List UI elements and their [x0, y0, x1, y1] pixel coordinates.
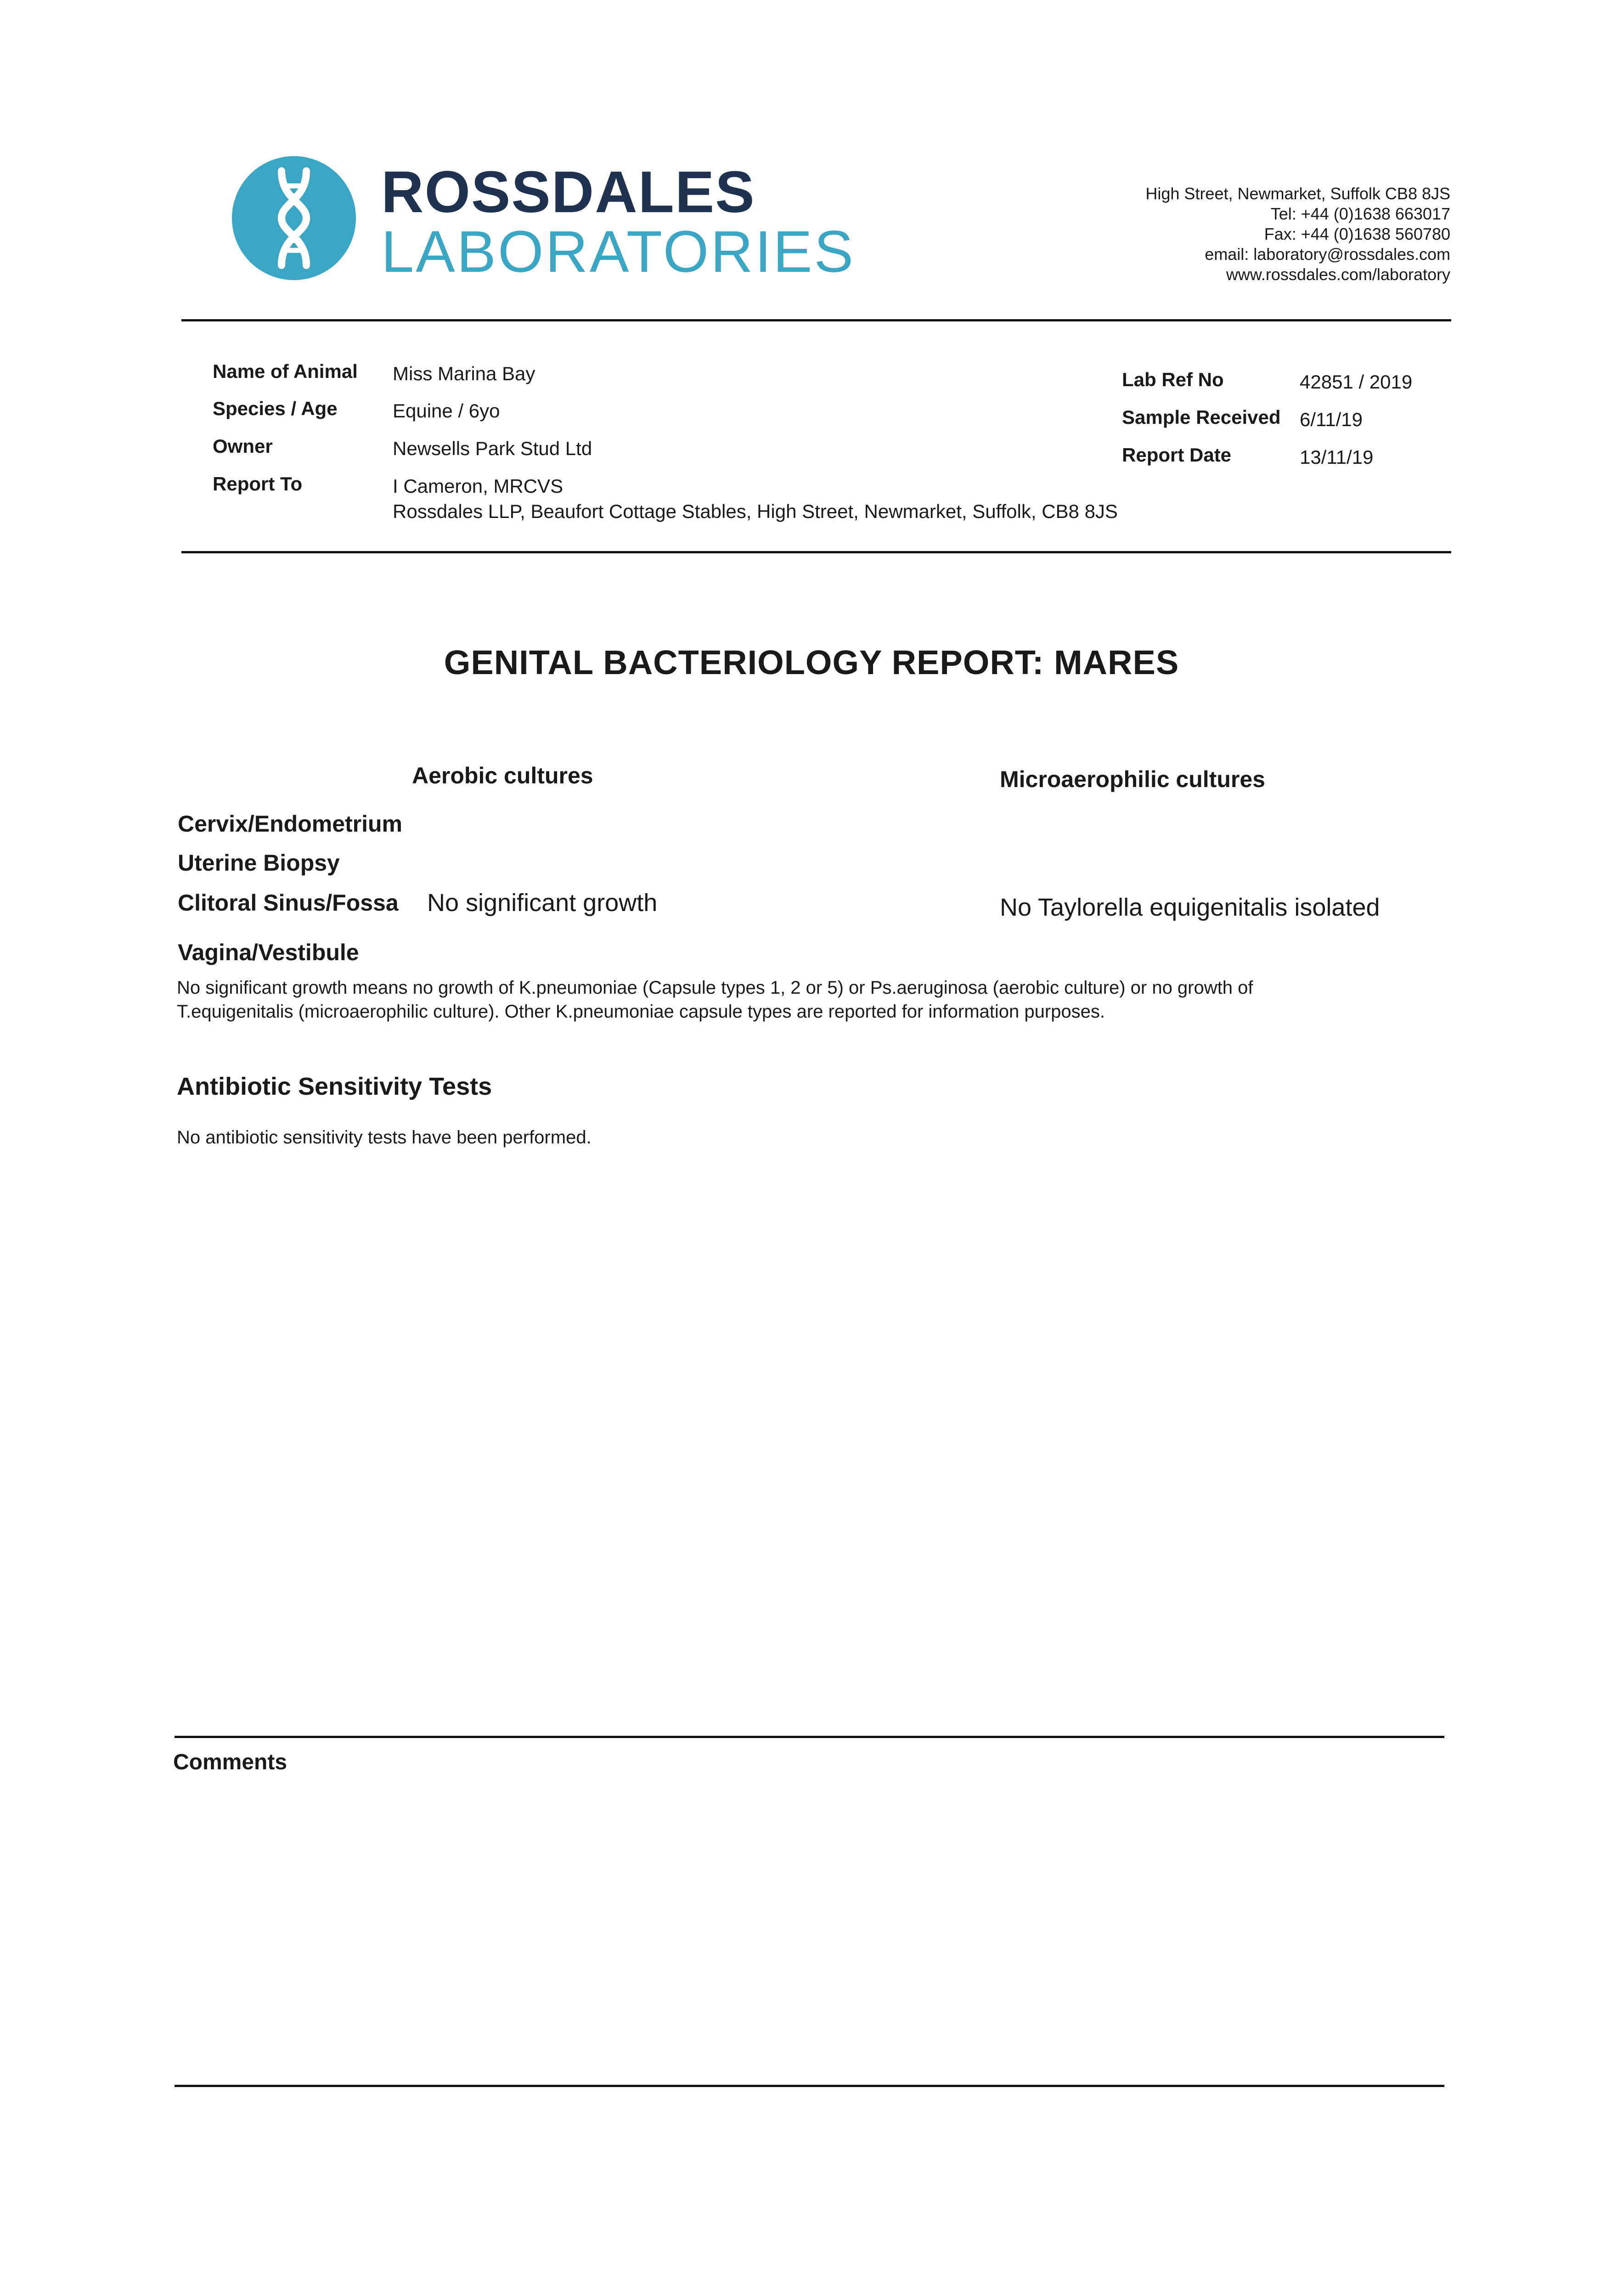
sample-received-value: 6/11/19: [1300, 409, 1363, 430]
species-age-label: Species / Age: [213, 398, 338, 419]
fax-text: Fax: +44 (0)1638 560780: [1264, 225, 1450, 243]
site-vagina-vestibule: Vagina/Vestibule: [178, 940, 359, 965]
brand-name-line2: LABORATORIES: [381, 219, 855, 285]
sample-received-label: Sample Received: [1122, 406, 1281, 428]
results-footnote: [177, 976, 1417, 1024]
report-date-value: 13/11/19: [1300, 446, 1374, 468]
info-divider: [181, 551, 1451, 553]
footnote-line-1: No significant growth means no growth of K.pneumoniae (Capsule types 1, 2 or 5) or Ps.aeruginosa (aerobic culture) or no growth of: [177, 978, 1253, 998]
footnote-line-2: T.equigenitalis (microaerophilic culture). Other K.pneumoniae capsule types are reported for information purposes.: [177, 1002, 1105, 1022]
comments-bottom-divider: [175, 2085, 1444, 2087]
species-age-value: Equine / 6yo: [393, 400, 500, 422]
report-to-address: Rossdales LLP, Beaufort Cottage Stables, High Street, Newmarket, Suffolk, CB8 8JS: [393, 501, 1118, 522]
microaerophilic-result: No Taylorella equigenitalis isolated: [1000, 894, 1380, 921]
antibiotic-heading: Antibiotic Sensitivity Tests: [177, 1073, 492, 1100]
tel-text: Tel: +44 (0)1638 663017: [1270, 204, 1450, 223]
website-text: www.rossdales.com/laboratory: [1226, 265, 1450, 284]
aerobic-result: No significant growth: [427, 889, 658, 917]
contact-block: [1145, 184, 1450, 285]
email-text: email: laboratory@rossdales.com: [1205, 245, 1450, 264]
owner-value: Newsells Park Stud Ltd: [393, 438, 592, 459]
lab-ref-value: 42851 / 2019: [1300, 371, 1413, 393]
owner-label: Owner: [213, 435, 273, 457]
site-clitoral-sinus-fossa: Clitoral Sinus/Fossa: [178, 890, 399, 916]
animal-name-value: Miss Marina Bay: [393, 363, 535, 384]
report-to-name: I Cameron, MRCVS: [393, 475, 564, 497]
antibiotic-text: No antibiotic sensitivity tests have been performed.: [177, 1127, 592, 1148]
site-uterine-biopsy: Uterine Biopsy: [178, 850, 340, 876]
animal-name-label: Name of Animal: [213, 360, 358, 382]
report-to-label: Report To: [213, 473, 303, 495]
lab-ref-label: Lab Ref No: [1122, 369, 1224, 390]
address-text: High Street, Newmarket, Suffolk CB8 8JS: [1145, 184, 1450, 203]
brand-name-line1: ROSSDALES: [381, 159, 755, 225]
comments-top-divider: [175, 1736, 1444, 1738]
dna-helix-icon: [232, 156, 356, 280]
site-cervix-endometrium: Cervix/Endometrium: [178, 811, 403, 837]
comments-label: Comments: [173, 1750, 287, 1774]
report-date-label: Report Date: [1122, 444, 1232, 466]
microaerophilic-cultures-header: Microaerophilic cultures: [1000, 766, 1265, 792]
aerobic-cultures-header: Aerobic cultures: [412, 763, 593, 788]
report-title: GENITAL BACTERIOLOGY REPORT: MARES: [444, 643, 1179, 681]
header-divider: [181, 319, 1451, 321]
